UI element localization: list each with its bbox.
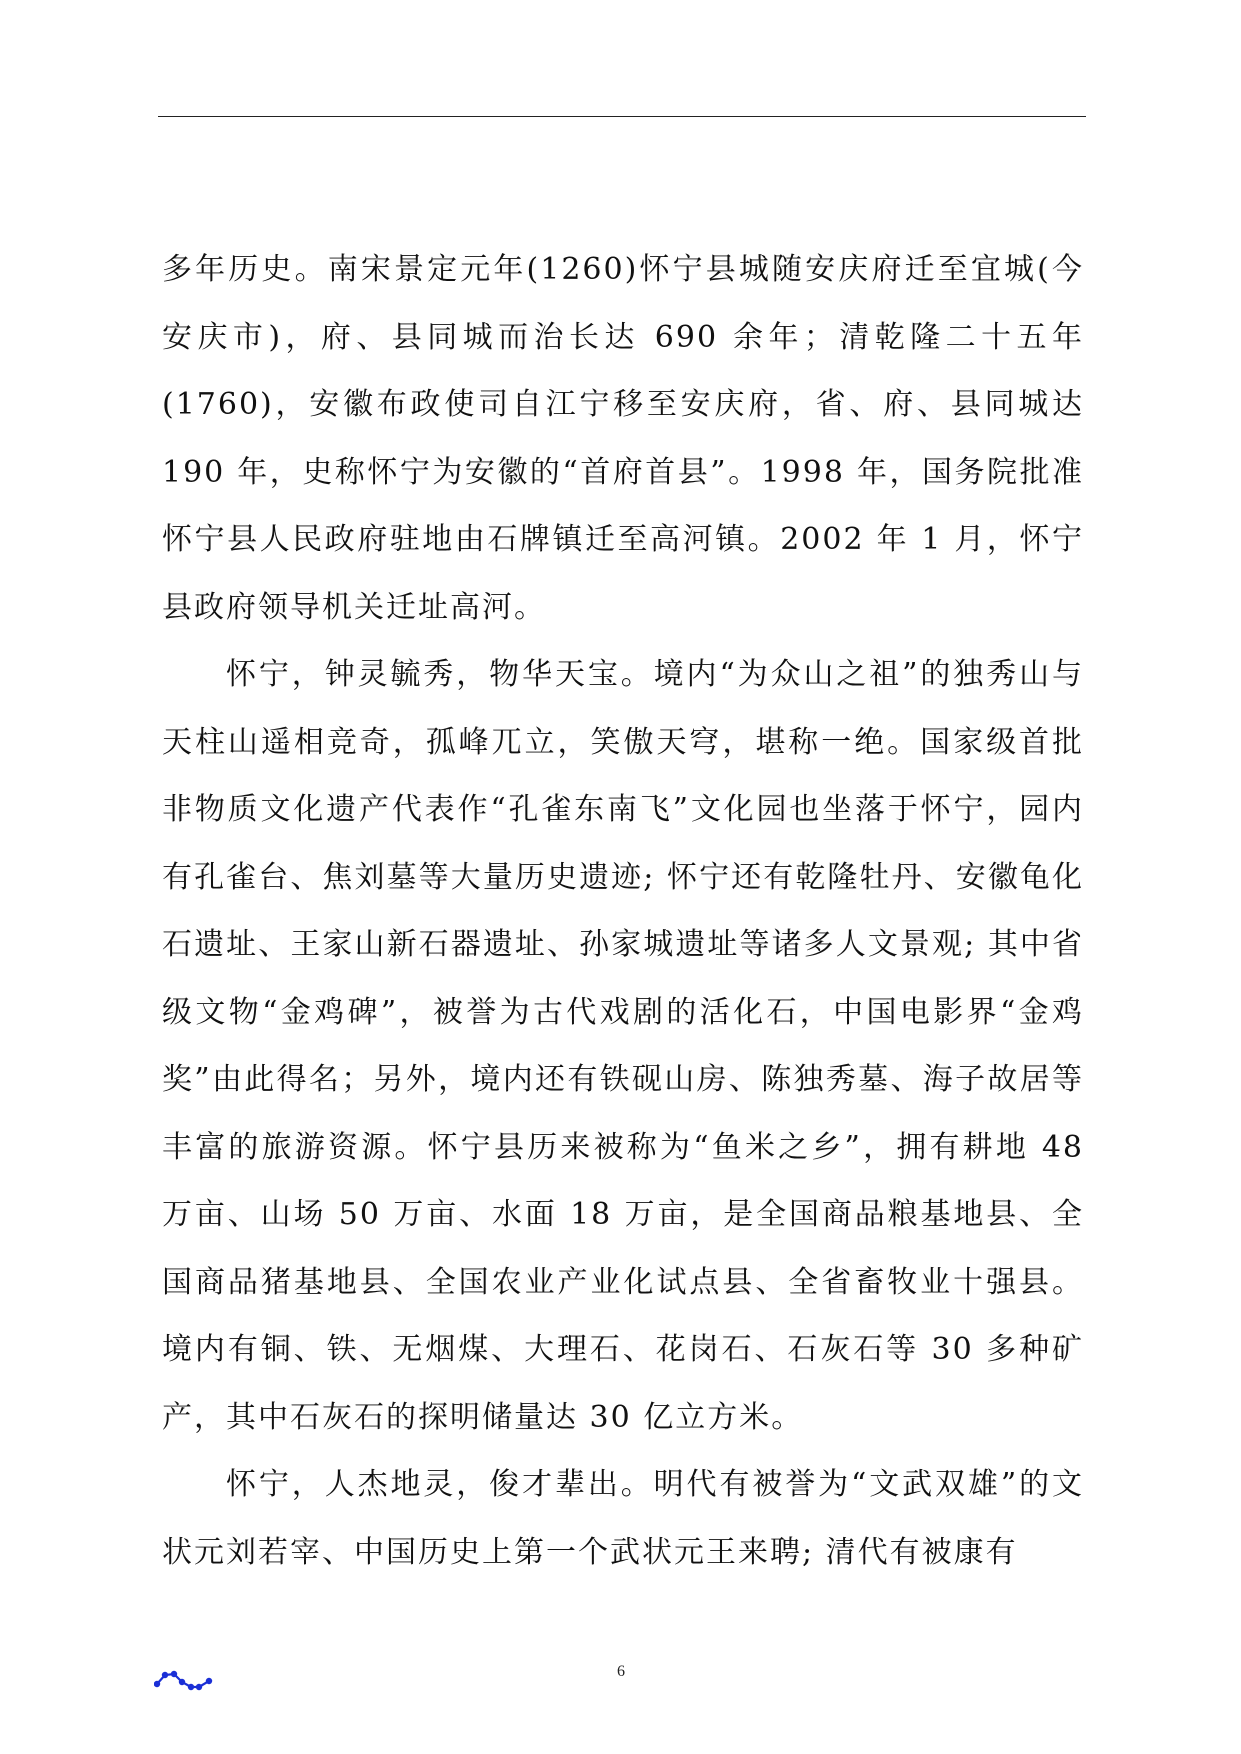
header-rule bbox=[158, 116, 1086, 117]
page-number: 6 bbox=[617, 1663, 625, 1680]
body-text bbox=[162, 236, 1084, 1586]
paragraph-talents: 怀宁，人杰地灵，俊才辈出。明代有被誉为“文武双雄”的文状元刘若宰、中国历史上第一个武状元王来聘; 清代有被康有 bbox=[162, 1467, 1084, 1570]
wave-dots-icon bbox=[154, 1662, 220, 1698]
paragraph-history: 多年历史。南宋景定元年(1260)怀宁县城随安庆府迁至宜城(今安庆市)，府、县同城而治长达 690 余年；清乾隆二十五年(1760)，安徽布政使司自江宁移至安庆府，省、府、县同城达 190 年，史称怀宁为安徽的“首府首县”。1998 年，国务院批准怀宁县人民政府驻地由石牌镇迁至高河镇。2002 年 1 月，怀宁县政府领导机关迁址高河。 bbox=[162, 252, 1084, 625]
paragraph-scenery: 怀宁，钟灵毓秀，物华天宝。境内“为众山之祖”的独秀山与天柱山遥相竞奇，孤峰兀立，笑傲天穹，堪称一绝。国家级首批非物质文化遗产代表作“孔雀东南飞”文化园也坐落于怀宁，园内有孔雀台、焦刘墓等大量历史遗迹; 怀宁还有乾隆牡丹、安徽龟化石遗址、王家山新石器遗址、孙家城遗址等诸多人文景观; 其中省级文物“金鸡碑”，被誉为古代戏剧的活化石，中国电影界“金鸡奖”由此得名；另外，境内还有铁砚山房、陈独秀墓、海子故居等丰富的旅游资源。怀宁县历来被称为“鱼米之乡”，拥有耕地 48 万亩、山场 50 万亩、水面 18 万亩，是全国商品粮基地县、全国商品猪基地县、全国农业产业化试点县、全省畜牧业十强县。境内有铜、铁、无烟煤、大理石、花岗石、石灰石等 30 多种矿产，其中石灰石的探明储量达 30 亿立方米。 bbox=[162, 657, 1084, 1435]
